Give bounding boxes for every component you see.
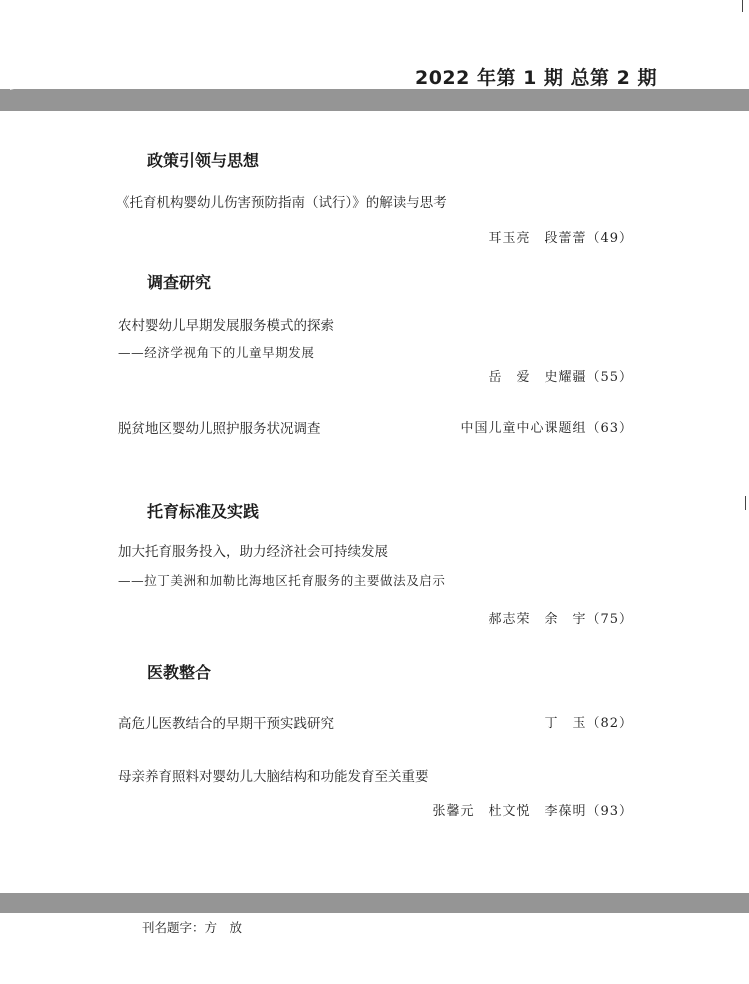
article-authors: 岳 爱 史耀疆（55） xyxy=(488,370,633,385)
article-authors: 郝志荣 余 宇（75） xyxy=(488,612,633,627)
article-title: 农村婴幼儿早期发展服务模式的探索 xyxy=(118,318,334,334)
header-band xyxy=(0,89,749,111)
issue-label: 2022 年第 1 期 总第 2 期 xyxy=(414,67,657,89)
article-authors: 中国儿童中心课题组（63） xyxy=(460,421,633,436)
article-title: 脱贫地区婴幼儿照护服务状况调查 xyxy=(118,421,321,437)
crop-mark-right-middle xyxy=(745,496,746,510)
section-title-policy: 政策引领与思想 xyxy=(147,151,260,170)
section-title-standards: 托育标准及实践 xyxy=(147,502,260,521)
article-subtitle: ——经济学视角下的儿童早期发展 xyxy=(118,345,315,360)
article-authors: 丁 玉（82） xyxy=(544,716,633,731)
header-band-shape xyxy=(0,89,749,111)
article-title: 高危儿医教结合的早期干预实践研究 xyxy=(118,716,334,732)
title-calligraphy-credit: 刊名题字：方 放 xyxy=(142,920,243,935)
article-authors: 张馨元 杜文悦 李葆明（93） xyxy=(432,804,633,819)
section-title-medical-education: 医教整合 xyxy=(147,663,212,682)
article-title: 加大托育服务投入，助力经济社会可持续发展 xyxy=(118,544,388,560)
article-subtitle: ——拉丁美洲和加勒比海地区托育服务的主要做法及启示 xyxy=(118,573,446,588)
article-title: 《托育机构婴幼儿伤害预防指南（试行）》的解读与思考 xyxy=(116,195,447,211)
footer-band xyxy=(0,893,749,913)
section-title-research: 调查研究 xyxy=(147,273,212,292)
crop-mark-top-right xyxy=(742,0,743,12)
article-title: 母亲养育照料对婴幼儿大脑结构和功能发育至关重要 xyxy=(118,769,429,785)
article-authors: 耳玉亮 段蕾蕾（49） xyxy=(488,231,633,246)
